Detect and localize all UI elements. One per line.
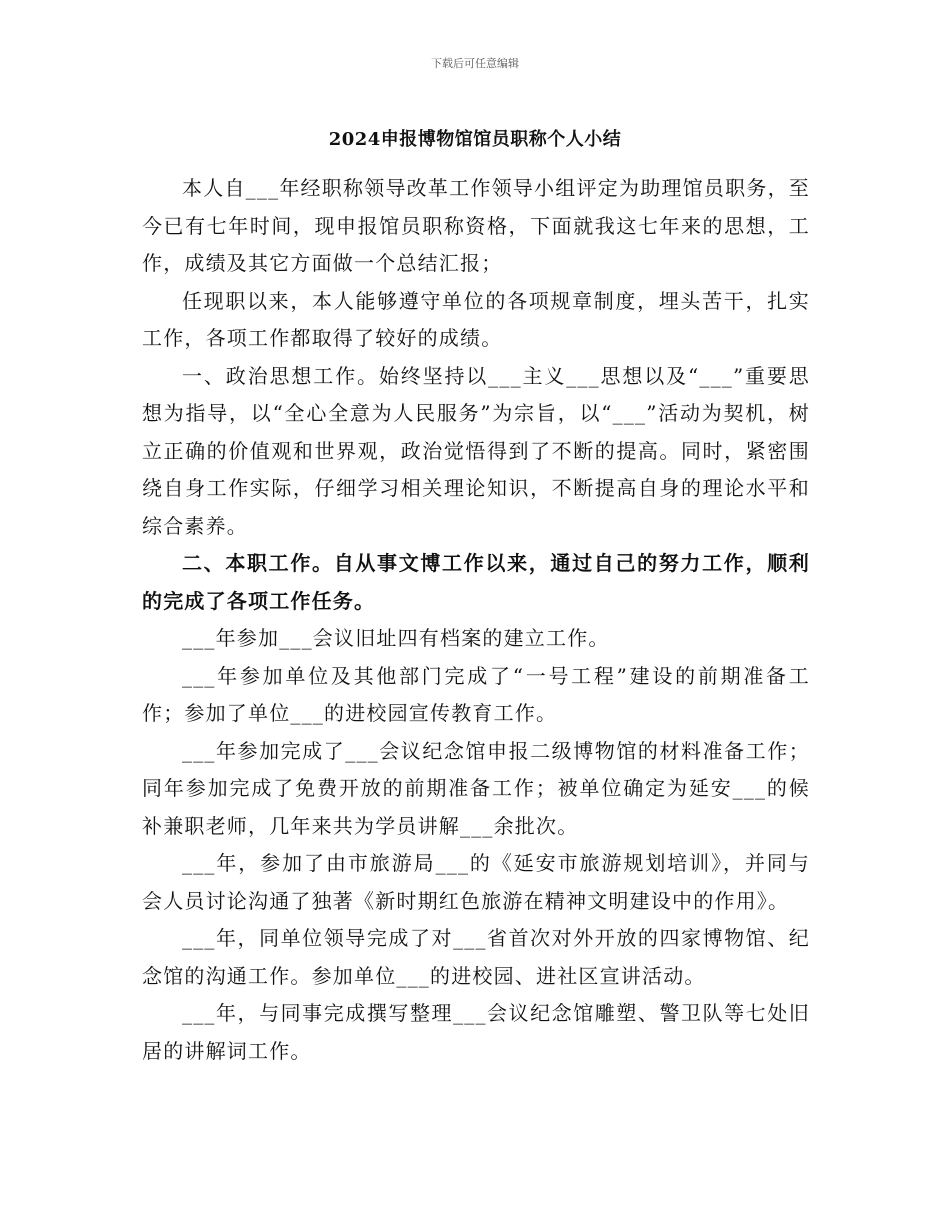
- document-body: [142, 170, 810, 1070]
- paragraph-overview: 任现职以来，本人能够遵守单位的各项规章制度，埋头苦干，扎实工作，各项工作都取得了较好的成绩。: [142, 288, 810, 350]
- paragraph-item: ___年，与同事完成撰写整理___会议纪念馆雕塑、警卫队等七处旧居的讲解词工作。: [142, 1001, 810, 1063]
- document-title: 2024申报博物馆馆员职称个人小结: [328, 129, 622, 150]
- paragraph-item: ___年参加单位及其他部门完成了“一号工程”建设的前期准备工作；参加了单位___的进校园宣传教育工作。: [142, 663, 810, 725]
- paragraph-intro: 本人自___年经职称领导改革工作领导小组评定为助理馆员职务，至今已有七年时间，现申报馆员职称资格，下面就我这七年来的思想，工作，成绩及其它方面做一个总结汇报；: [142, 176, 810, 275]
- paragraph-item: ___年参加完成了___会议纪念馆申报二级博物馆的材料准备工作；同年参加完成了免费开放的前期准备工作；被单位确定为延安___的候补兼职老师，几年来共为学员讲解___余批次。: [142, 738, 810, 838]
- paragraph-job-work-heading: 二、本职工作。自从事文博工作以来，通过自己的努力工作，顺利的完成了各项工作任务。: [142, 551, 810, 613]
- paragraph-item: ___年参加___会议旧址四有档案的建立工作。: [182, 626, 610, 650]
- paragraph-item: ___年，同单位领导完成了对___省首次对外开放的四家博物馆、纪念馆的沟通工作。参加单位___的进校园、进社区宣讲活动。: [142, 926, 810, 988]
- paragraph-political-work: 一、政治思想工作。始终坚持以___主义___思想以及“___”重要思想为指导，以“全心全意为人民服务”为宗旨，以“___”活动为契机，树立正确的价值观和世界观，政治觉悟得到了不断的提高。同时，紧密围绕自身工作实际，仔细学习相关理论知识，不断提高自身的理论水平和综合素养。: [142, 363, 810, 538]
- header-note: 下载后可任意编辑: [431, 57, 519, 70]
- paragraph-item: ___年，参加了由市旅游局___的《延安市旅游规划培训》，并同与会人员讨论沟通了独著《新时期红色旅游在精神文明建设中的作用》。: [142, 851, 810, 913]
